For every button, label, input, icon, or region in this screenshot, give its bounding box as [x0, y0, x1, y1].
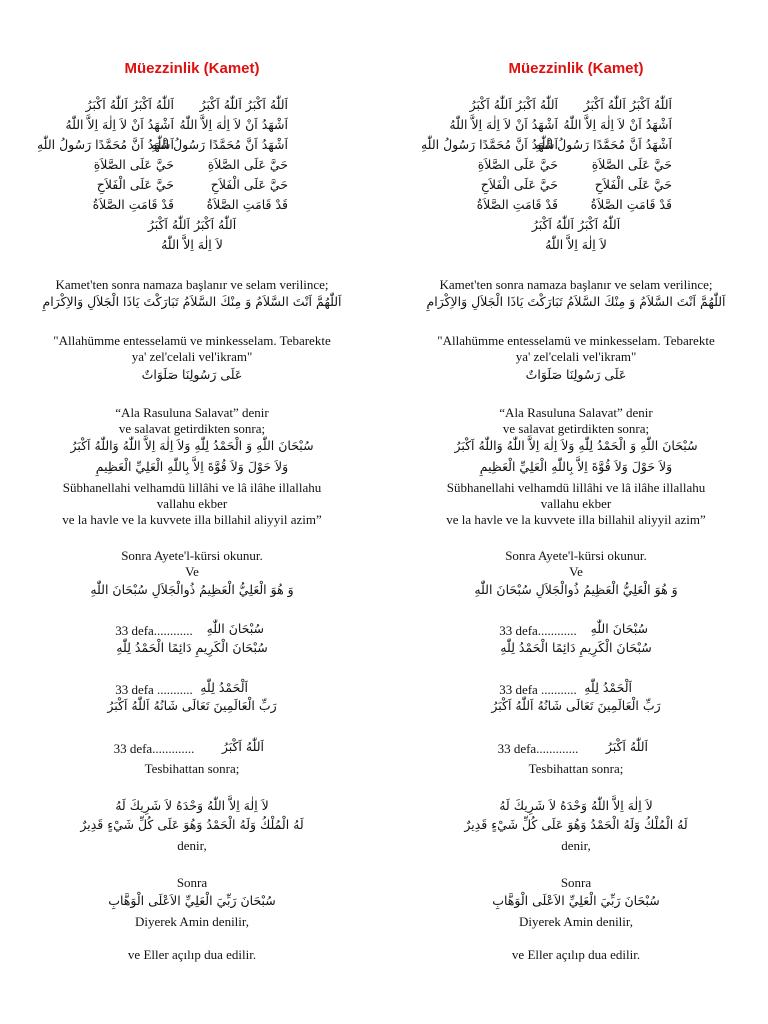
subhanallah-latin: vallahu ekber [540, 496, 612, 511]
tevhid-arabic: لَهُ الْمُلْكُ وَلَهُ الْحَمْدُ وَهُوَ عَلَى كُلِّ شَيْءٍ قَدِيرٌ [80, 817, 304, 832]
kamet-line: اَشْهَدُ اَنَّ مُحَمَّدًا رَسُولُ اللّٰهِ [36, 137, 174, 152]
kamet-line: اَشْهَدُ اَنَّ مُحَمَّدًا رَسُولُ اللّٰهِ [150, 137, 288, 152]
allahumme-arabic: اَللّٰهُمَّ اَنْتَ السَّلاَمُ وَ مِنْكَ السَّلاَمُ تَبَارَكْتَ يَاذَا الْجَلاَلِ وَالاِكْرَامِ [42, 294, 342, 309]
subhanallah-latin: ve la havle ve la kuvvete illa billahil aliyyil azim” [446, 512, 706, 527]
tesbih-arabic-line: سُبْحَانَ الْكَرِيمِ دَائِمًا الْحَمْدُ لِلّٰهِ [500, 640, 652, 655]
eller-text: ve Eller açılıp dua edilir. [511, 947, 641, 962]
ve-text: Ve [185, 564, 199, 579]
salavat-arabic: عَلَى رَسُولِنَا صَلَوَاتٌ [525, 367, 627, 382]
kamet-line: قَدْ قَامَتِ الصَّلاَةُ [590, 197, 672, 212]
kamet-line: حَيَّ عَلَى الْفَلاَحِ [96, 177, 174, 192]
sonra-text: Sonra [560, 875, 592, 890]
kamet-line: قَدْ قَامَتِ الصَّلاَةُ [92, 197, 174, 212]
kamet-line: قَدْ قَامَتِ الصَّلاَةُ [476, 197, 558, 212]
tesbih-count-label: 33 defa ........... [499, 682, 577, 697]
kamet-final-line: اَللّٰهُ اَكْبَرُ اَللّٰهُ اَكْبَرُ [147, 217, 237, 232]
allahumme-latin: "Allahümme entesselamü ve minkesselam. Tebarekte [437, 333, 715, 348]
subhanallah-latin: Sübhanellahi velhamdü lillâhi ve lâ ilâhe illallahu [446, 480, 706, 495]
denir-text: denir, [177, 838, 207, 853]
after-kamet-text: Kamet'ten sonra namaza başlanır ve selam verilince; [439, 277, 713, 292]
tesbih-arabic-line: سُبْحَانَ الْكَرِيمِ دَائِمًا الْحَمْدُ لِلّٰهِ [116, 640, 268, 655]
kamet-line: حَيَّ عَلَى الْفَلاَحِ [480, 177, 558, 192]
salavat-after: ve salavat getirdikten sonra; [502, 421, 650, 436]
allahumme-latin: ya' zel'celali vel'ikram" [131, 349, 253, 364]
allahumme-latin: "Allahümme entesselamü ve minkesselam. Tebarekte [53, 333, 331, 348]
tevhid-arabic: لاَ اِلٰهَ اِلاَّ اللّٰهُ وَحْدَهُ لاَ شَرِيكَ لَهُ [499, 798, 653, 813]
ayetel-kursi-text: Sonra Ayete'l-kürsi okunur. [121, 548, 263, 563]
kamet-line: حَيَّ عَلَى الْفَلاَحِ [594, 177, 672, 192]
diyerek-text: Diyerek Amin denilir, [135, 914, 249, 929]
tesbih-count-label: 33 defa............ [499, 623, 577, 638]
kamet-line: قَدْ قَامَتِ الصَّلاَةُ [206, 197, 288, 212]
tevhid-arabic: لاَ اِلٰهَ اِلاَّ اللّٰهُ وَحْدَهُ لاَ شَرِيكَ لَهُ [115, 798, 269, 813]
kamet-line: اَشْهَدُ اَنْ لاَ اِلٰهَ اِلاَّ اللّٰهُ [449, 117, 558, 132]
tesbihattan-text: Tesbihattan sonra; [144, 761, 240, 776]
tesbih-arabic: سُبْحَانَ اللّٰهِ [206, 621, 264, 636]
page-title: Müezzinlik (Kamet) [124, 60, 260, 77]
subhanallah-arabic: وَلاَ حَوْلَ وَلاَ قُوَّةَ اِلاَّ بِاللّٰهِ الْعَلِيِّ الْعَظِيمِ [95, 459, 289, 474]
ve-text: Ve [569, 564, 583, 579]
kamet-line: حَيَّ عَلَى الصَّلاَةِ [591, 157, 672, 172]
tesbih-count-label: 33 defa ........... [115, 682, 193, 697]
kamet-block [384, 97, 768, 212]
tevhid-arabic: لَهُ الْمُلْكُ وَلَهُ الْحَمْدُ وَهُوَ عَلَى كُلِّ شَيْءٍ قَدِيرٌ [464, 817, 688, 832]
tesbih-count-label: 33 defa............. [113, 741, 195, 756]
kamet-line: اَللّٰهُ اَكْبَرُ اَللّٰهُ اَكْبَرُ [85, 97, 174, 112]
tesbihattan-text: Tesbihattan sonra; [528, 761, 624, 776]
page-title: Müezzinlik (Kamet) [508, 60, 644, 77]
subhanallah-latin: ve la havle ve la kuvvete illa billahil aliyyil azim” [62, 512, 322, 527]
kamet-block [0, 97, 384, 212]
subhanallah-latin: vallahu ekber [156, 496, 228, 511]
tesbih-count-label: 33 defa............ [115, 623, 193, 638]
tesbih-arabic: اَلْحَمْدُ لِلّٰهِ [584, 680, 632, 695]
subhanallah-arabic: سُبْحَانَ اللّٰهِ وَ الْحَمْدُ لِلّٰهِ وَلاَ اِلٰهَ اِلاَّ اللّٰهُ وَاللّٰهُ اَكْبَرُ [454, 438, 698, 453]
allahumme-latin: ya' zel'celali vel'ikram" [515, 349, 637, 364]
zul-celal-arabic: وَ هُوَ الْعَلِيُّ الْعَظِيمُ ذُوالْجَلاَلِ سُبْحَانَ اللّٰهِ [90, 582, 294, 597]
tesbih-arabic-line: رَبِّ الْعَالَمِينَ تَعَالَى شَانُهُ اَللّٰهُ اَكْبَرُ [107, 698, 277, 713]
sonra-text: Sonra [176, 875, 208, 890]
rabbiyel-arabic: سُبْحَانَ رَبِّيَ الْعَلِيِّ الاَعْلَى الْوَهَّابِ [108, 893, 276, 908]
rabbiyel-arabic: سُبْحَانَ رَبِّيَ الْعَلِيِّ الاَعْلَى الْوَهَّابِ [492, 893, 660, 908]
eller-text: ve Eller açılıp dua edilir. [127, 947, 257, 962]
tesbih-arabic: اَللّٰهُ اَكْبَرُ [605, 739, 648, 754]
kamet-line: اَشْهَدُ اَنْ لاَ اِلٰهَ اِلاَّ اللّٰهُ [179, 117, 288, 132]
ayetel-kursi-text: Sonra Ayete'l-kürsi okunur. [505, 548, 647, 563]
salavat-after: ve salavat getirdikten sonra; [118, 421, 266, 436]
kamet-line: اَشْهَدُ اَنَّ مُحَمَّدًا رَسُولُ اللّٰهِ [420, 137, 558, 152]
right-column [384, 0, 768, 1024]
salavat-latin: “Ala Rasuluna Salavat” denir [499, 405, 653, 420]
kamet-line: اَللّٰهُ اَكْبَرُ اَللّٰهُ اَكْبَرُ [469, 97, 558, 112]
tesbih-count-label: 33 defa............. [497, 741, 579, 756]
zul-celal-arabic: وَ هُوَ الْعَلِيُّ الْعَظِيمُ ذُوالْجَلاَلِ سُبْحَانَ اللّٰهِ [474, 582, 678, 597]
kamet-final-line: لاَ اِلٰهَ اِلاَّ اللّٰهُ [161, 237, 223, 252]
kamet-final-line: اَللّٰهُ اَكْبَرُ اَللّٰهُ اَكْبَرُ [531, 217, 621, 232]
allahumme-arabic: اَللّٰهُمَّ اَنْتَ السَّلاَمُ وَ مِنْكَ السَّلاَمُ تَبَارَكْتَ يَاذَا الْجَلاَلِ وَالاِكْرَامِ [426, 294, 726, 309]
after-kamet-text: Kamet'ten sonra namaza başlanır ve selam verilince; [55, 277, 329, 292]
subhanallah-arabic: وَلاَ حَوْلَ وَلاَ قُوَّةَ اِلاَّ بِاللّٰهِ الْعَلِيِّ الْعَظِيمِ [479, 459, 673, 474]
salavat-latin: “Ala Rasuluna Salavat” denir [115, 405, 269, 420]
subhanallah-latin: Sübhanellahi velhamdü lillâhi ve lâ ilâhe illallahu [62, 480, 322, 495]
kamet-line: اَشْهَدُ اَنَّ مُحَمَّدًا رَسُولُ اللّٰهِ [534, 137, 672, 152]
kamet-line: اَللّٰهُ اَكْبَرُ اَللّٰهُ اَكْبَرُ [583, 97, 672, 112]
kamet-line: حَيَّ عَلَى الْفَلاَحِ [210, 177, 288, 192]
subhanallah-arabic: سُبْحَانَ اللّٰهِ وَ الْحَمْدُ لِلّٰهِ وَلاَ اِلٰهَ اِلاَّ اللّٰهُ وَاللّٰهُ اَكْبَرُ [70, 438, 314, 453]
diyerek-text: Diyerek Amin denilir, [519, 914, 633, 929]
tesbih-arabic: اَلْحَمْدُ لِلّٰهِ [200, 680, 248, 695]
kamet-line: اَشْهَدُ اَنْ لاَ اِلٰهَ اِلاَّ اللّٰهُ [563, 117, 672, 132]
kamet-line: اَللّٰهُ اَكْبَرُ اَللّٰهُ اَكْبَرُ [199, 97, 288, 112]
salavat-arabic: عَلَى رَسُولِنَا صَلَوَاتٌ [141, 367, 243, 382]
kamet-line: اَشْهَدُ اَنْ لاَ اِلٰهَ اِلاَّ اللّٰهُ [65, 117, 174, 132]
kamet-line: حَيَّ عَلَى الصَّلاَةِ [477, 157, 558, 172]
tesbih-arabic: سُبْحَانَ اللّٰهِ [590, 621, 648, 636]
denir-text: denir, [561, 838, 591, 853]
tesbih-arabic: اَللّٰهُ اَكْبَرُ [221, 739, 264, 754]
tesbih-arabic-line: رَبِّ الْعَالَمِينَ تَعَالَى شَانُهُ اَللّٰهُ اَكْبَرُ [491, 698, 661, 713]
kamet-line: حَيَّ عَلَى الصَّلاَةِ [207, 157, 288, 172]
kamet-final-line: لاَ اِلٰهَ اِلاَّ اللّٰهُ [545, 237, 607, 252]
kamet-line: حَيَّ عَلَى الصَّلاَةِ [93, 157, 174, 172]
